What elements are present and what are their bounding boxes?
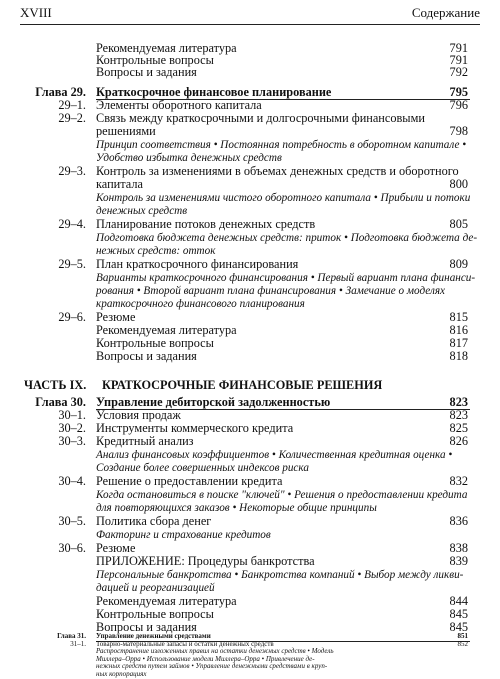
toc-page: XVIII Содержание Рекомендуемая литература 791 Контрольные вопросы 791 Вопросы и задания 792 Глава 29. Краткосрочное финансовое планирование 795 29–1. Элементы оборотного капитала 796 29–2. Связь между краткосрочными и долгосрочными финансовыми решениями 798 Принцип соответствия • Постоянная потребность в оборотном капитале • Удобство избытка денежных средств 29–3. Контроль за изменениями в объемах денежных средств и оборотного капитала 800 Контроль за изменениями чистого оборотного капитала • Прибыли и потоки денежных средств 29–4. Планирование потоков денежных средств 805 Подготовка бюджета денежных средств: приток • Подготовка бюджета де- нежных средств: отток 29–5. План краткосрочного финансирования 809 Варианты краткосрочного финансирования • Первый вариант плана финанси- рования • Второй вариант плана финансирования • Замечание о моделях краткосрочного финансового планирования 29–6. Резюме 815 Рекомендуемая литература 816 Контрольные вопросы 817 Вопросы и задания 818 ЧАСТЬ IX. КРАТКОСРОЧНЫЕ ФИНАНСОВЫЕ РЕШЕНИЯ Глава 30. Управление дебиторской задолженностью 823 30–1. Условия продаж 823 30–2. Инструменты коммерческого кредита 825 30–3. Кредитный анализ 826 Анализ финансовых коэффициентов • Количественная кредитная оценка • Создание более совершенных индексов риска 30–4. Решение о предоставлении кредита 832 Когда остановиться в поиске "ключей" • Решения о предоставлении кредита для повторяющихся заказов • Некоторые общие принципы 30–5. Политика сбора денег 836 Факторинг и страхование кредитов 30–6. Резюме 838 ПРИЛОЖЕНИЕ: Процедуры банкротства 839 Персональные банкротства • Банкротства компаний • Выбор между ликви- дацией и реорганизацией Рекомендуемая литература 844 Контрольные вопросы 845 Вопросы и задания 845 Глава 31. Управление денежными средствами 851 31–1. Товарно-материальные запасы и остатки денежных средств 852 Распространение изложенных правил на остатки денежных средств • Модель Миллера–Орра • Использование модели Миллера–Орра • Привлечение де- нежных средств путем займов • Управление денежными средствами в круп- ных корпорациях (20, 5, 480, 678)
running-header (20, 5, 480, 23)
page-number: XVIII (20, 5, 52, 20)
header-rule (20, 24, 480, 25)
running-title: Содержание (411, 5, 480, 20)
